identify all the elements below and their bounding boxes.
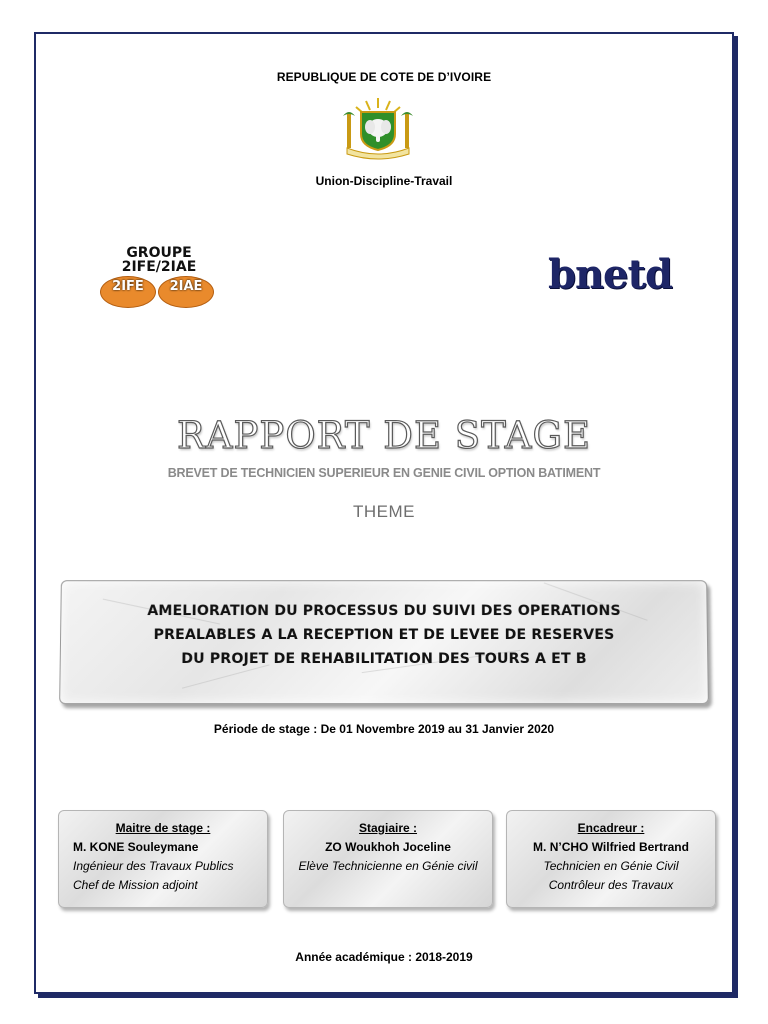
national-motto: Union-Discipline-Travail [315,174,453,188]
country-heading: REPUBLIQUE DE COTE DE D’IVOIRE [276,70,492,84]
card-name: ZO Woukhoh Joceline [325,840,451,854]
card-name: M. N’CHO Wilfried Bertrand [533,840,689,854]
theme-line-2: PREALABLES A LA RECEPTION ET DE LEVEE DE RESERVES [153,627,615,643]
logo-line-groupe: GROUPE [126,245,192,261]
coat-of-arms-icon [341,96,415,160]
card-line: Ingénieur des Travaux Publics [73,859,234,873]
card-name: M. KONE Souleymane [73,840,199,854]
card-role: Encadreur : [577,821,645,835]
groupe-2ife-2iae-logo [98,246,218,308]
card-line: Chef de Mission adjoint [73,878,198,892]
bnetd-logo: bnetd [548,251,672,298]
internship-period: Période de stage : De 01 Novembre 2019 au 31 Janvier 2020 [213,722,555,736]
report-subtitle: BREVET DE TECHNICIEN SUPERIEUR EN GENIE CIVIL OPTION BATIMENT [167,466,601,480]
logo-line-2ife-2iae: 2IFE/2IAE [121,259,197,275]
report-title: RAPPORT DE STAGE [176,414,592,457]
card-maitre-de-stage [58,810,268,908]
card-line: Contrôleur des Travaux [548,878,674,892]
badge-2ife: 2IFE [100,276,156,308]
theme-box [59,580,709,704]
theme-line-1: AMELIORATION DU PROCESSUS DU SUIVI DES OPERATIONS [147,603,621,620]
page-frame [34,32,734,994]
badge-2iae: 2IAE [158,276,214,308]
card-role: Maitre de stage : [115,821,211,835]
academic-year: Année académique : 2018-2019 [295,950,473,964]
card-line: Elève Technicienne en Génie civil [298,859,478,873]
theme-label: THEME [353,502,415,521]
card-encadreur [506,810,716,908]
card-line: Technicien en Génie Civil [543,859,679,873]
theme-text [61,599,708,671]
card-stagiaire [283,810,493,908]
card-role: Stagiaire : [358,821,418,835]
theme-line-3: DU PROJET DE REHABILITATION DES TOURS A ET B [181,650,587,668]
